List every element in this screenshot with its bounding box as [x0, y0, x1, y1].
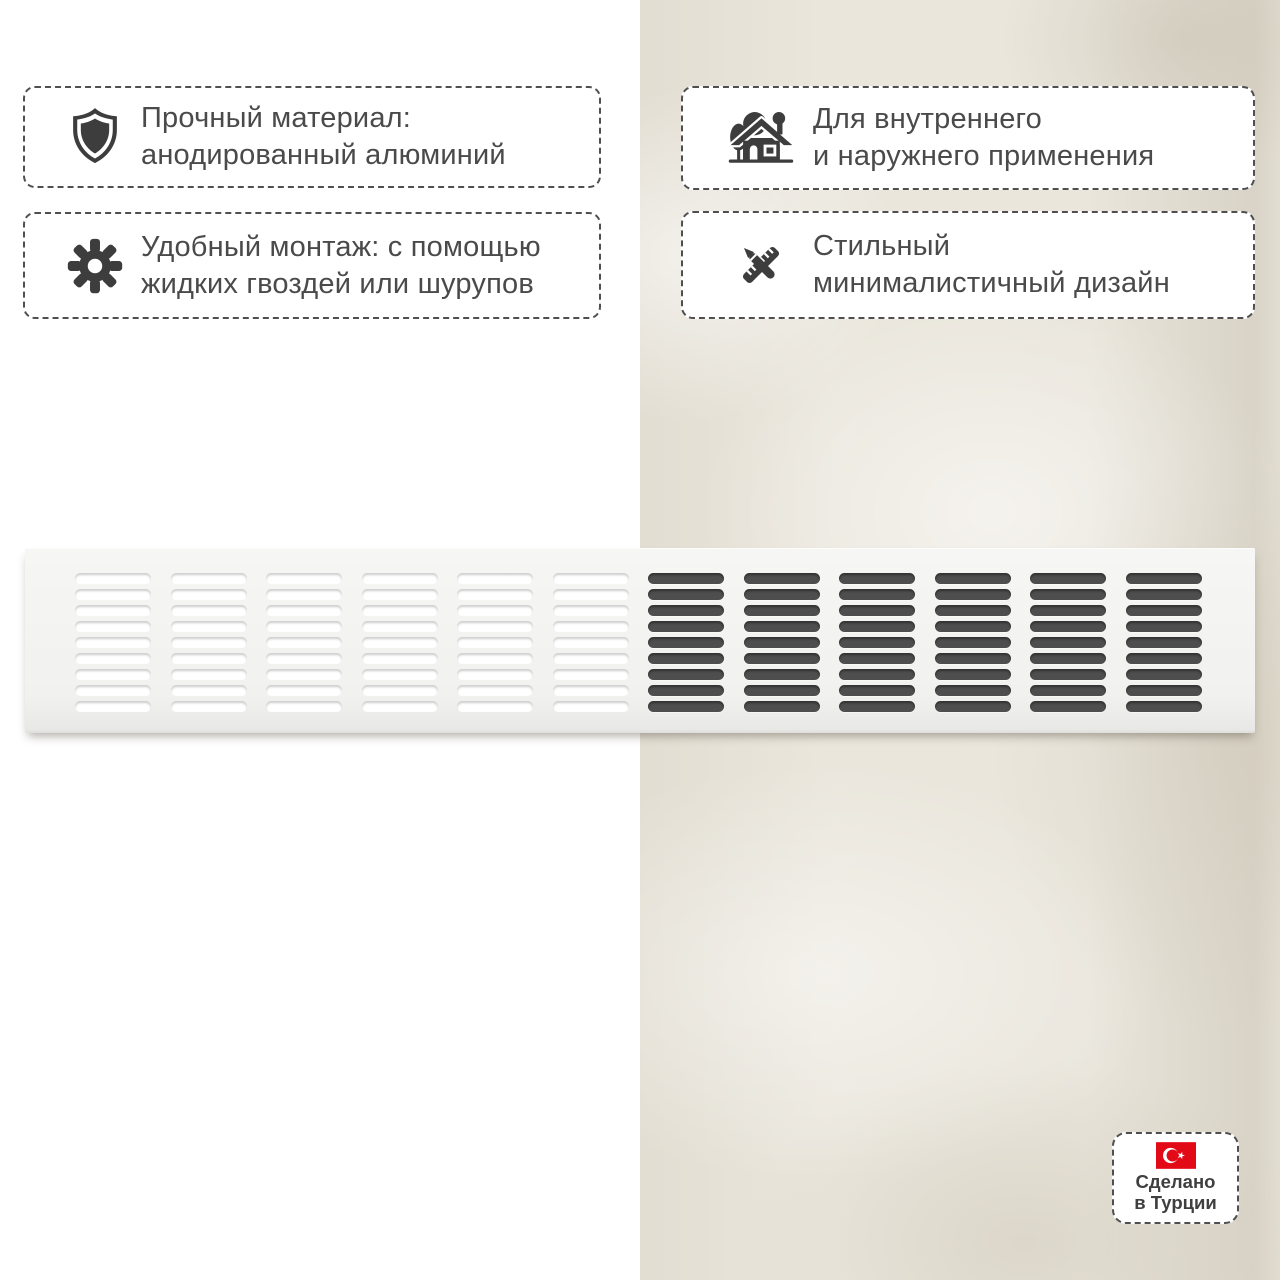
- vent-slot-light: [362, 669, 438, 680]
- vent-slot-light: [457, 605, 533, 616]
- slot-column: [839, 573, 915, 733]
- made-in-line: в Турции: [1134, 1192, 1217, 1213]
- feature-text: [813, 228, 1170, 302]
- vent-slot-light: [75, 637, 151, 648]
- vent-slot-dark: [648, 621, 724, 632]
- vent-slot-dark: [1030, 637, 1106, 648]
- vent-slot-dark: [744, 589, 820, 600]
- ventilation-grille: [25, 548, 1255, 733]
- vent-slot-light: [75, 685, 151, 696]
- vent-slot-dark: [1030, 653, 1106, 664]
- vent-slot-light: [171, 685, 247, 696]
- vent-slot-dark: [1030, 621, 1106, 632]
- vent-slot-light: [75, 589, 151, 600]
- slot-column: [362, 573, 438, 733]
- vent-slot-light: [75, 701, 151, 712]
- feature-box-mounting: [23, 212, 601, 319]
- vent-slot-light: [266, 605, 342, 616]
- vent-slot-dark: [1126, 589, 1202, 600]
- feature-box-design: [681, 211, 1255, 319]
- vent-slot-light: [362, 621, 438, 632]
- turkey-flag-icon: [1156, 1134, 1196, 1169]
- vent-slot-dark: [1126, 685, 1202, 696]
- vent-slot-light: [171, 701, 247, 712]
- vent-slot-dark: [839, 573, 915, 584]
- vent-slot-dark: [935, 653, 1011, 664]
- vent-slot-dark: [1126, 637, 1202, 648]
- vent-slot-light: [362, 653, 438, 664]
- vent-slot-light: [171, 621, 247, 632]
- vent-slot-light: [553, 685, 629, 696]
- vent-slot-dark: [1030, 669, 1106, 680]
- made-in-line: Сделано: [1135, 1171, 1216, 1192]
- vent-slot-dark: [1030, 701, 1106, 712]
- vent-slot-dark: [1126, 621, 1202, 632]
- slot-column: [171, 573, 247, 733]
- vent-slot-light: [75, 573, 151, 584]
- vent-slot-light: [553, 589, 629, 600]
- vent-slot-light: [362, 685, 438, 696]
- made-in-text: [1134, 1171, 1217, 1213]
- vent-slot-dark: [839, 637, 915, 648]
- feature-text: [813, 101, 1154, 175]
- vent-slot-light: [171, 653, 247, 664]
- vent-slot-dark: [935, 669, 1011, 680]
- vent-slot-light: [171, 605, 247, 616]
- vent-slot-light: [457, 573, 533, 584]
- feature-line: и наружнего применения: [813, 140, 1155, 172]
- vent-slot-light: [457, 653, 533, 664]
- feature-text: [141, 229, 541, 303]
- slot-column: [1030, 573, 1106, 733]
- vent-slot-dark: [839, 621, 915, 632]
- vent-slot-dark: [935, 573, 1011, 584]
- vent-slot-dark: [744, 701, 820, 712]
- vent-slot-light: [171, 669, 247, 680]
- slot-column: [744, 573, 820, 733]
- vent-slot-light: [266, 653, 342, 664]
- shield-icon: [63, 106, 127, 168]
- vent-slot-light: [75, 605, 151, 616]
- vent-slot-light: [553, 669, 629, 680]
- pencil-ruler-icon: [727, 237, 795, 293]
- vent-slot-light: [75, 653, 151, 664]
- vent-slot-light: [266, 701, 342, 712]
- feature-line: Для внутреннего: [813, 103, 1043, 135]
- vent-slot-light: [266, 685, 342, 696]
- vent-slot-dark: [648, 669, 724, 680]
- vent-slot-dark: [839, 589, 915, 600]
- slot-column: [457, 573, 533, 733]
- vent-slot-light: [362, 701, 438, 712]
- vent-slot-dark: [648, 701, 724, 712]
- vent-slot-light: [457, 621, 533, 632]
- vent-slot-dark: [744, 621, 820, 632]
- vent-slot-light: [457, 701, 533, 712]
- vent-slot-light: [266, 621, 342, 632]
- slot-column: [266, 573, 342, 733]
- feature-text: [141, 100, 506, 174]
- vent-slot-light: [266, 669, 342, 680]
- vent-slot-dark: [839, 605, 915, 616]
- vent-slot-light: [457, 637, 533, 648]
- vent-slot-dark: [744, 653, 820, 664]
- vent-slot-dark: [744, 573, 820, 584]
- feature-box-material: [23, 86, 601, 188]
- vent-slot-dark: [1126, 573, 1202, 584]
- vent-slot-dark: [1030, 685, 1106, 696]
- vent-slot-dark: [935, 621, 1011, 632]
- vent-slot-dark: [1030, 573, 1106, 584]
- vent-slot-dark: [744, 685, 820, 696]
- made-in-turkey-badge: [1112, 1132, 1239, 1224]
- vent-slot-light: [171, 573, 247, 584]
- vent-slot-light: [171, 589, 247, 600]
- vent-slot-dark: [839, 669, 915, 680]
- slot-column: [75, 573, 151, 733]
- vent-slot-dark: [935, 637, 1011, 648]
- vent-slot-light: [553, 621, 629, 632]
- vent-slot-light: [362, 573, 438, 584]
- vent-slot-light: [75, 669, 151, 680]
- vent-slot-light: [266, 637, 342, 648]
- vent-slot-dark: [648, 605, 724, 616]
- vent-slot-dark: [839, 701, 915, 712]
- vent-slot-light: [457, 669, 533, 680]
- feature-line: Удобный монтаж: с помощью: [141, 230, 541, 263]
- feature-line: минималистичный дизайн: [813, 267, 1170, 299]
- vent-slot-light: [457, 589, 533, 600]
- vent-slot-dark: [648, 653, 724, 664]
- vent-slot-dark: [648, 637, 724, 648]
- vent-slot-dark: [1126, 653, 1202, 664]
- vent-slot-dark: [648, 573, 724, 584]
- vent-slot-dark: [744, 605, 820, 616]
- vent-slot-light: [553, 637, 629, 648]
- vent-slot-dark: [935, 589, 1011, 600]
- vent-slot-dark: [1030, 605, 1106, 616]
- house-tree-sun-icon: [727, 106, 795, 170]
- slot-column: [648, 573, 724, 733]
- slot-column: [553, 573, 629, 733]
- gear-icon: [63, 237, 127, 295]
- feature-line: Стильный: [813, 230, 951, 262]
- vent-slot-dark: [935, 605, 1011, 616]
- vent-slot-dark: [1126, 605, 1202, 616]
- vent-slot-light: [553, 605, 629, 616]
- vent-slot-dark: [935, 685, 1011, 696]
- vent-slot-dark: [935, 701, 1011, 712]
- feature-line: Прочный материал:: [141, 102, 412, 134]
- vent-slot-light: [362, 605, 438, 616]
- vent-slot-dark: [839, 653, 915, 664]
- feature-line: анодированный алюминий: [141, 139, 506, 171]
- vent-slot-light: [457, 685, 533, 696]
- vent-slot-light: [362, 589, 438, 600]
- vent-slot-dark: [1126, 701, 1202, 712]
- vent-slot-light: [362, 637, 438, 648]
- vent-slot-dark: [839, 685, 915, 696]
- slot-column: [1126, 573, 1202, 733]
- feature-box-indoor-outdoor: [681, 86, 1255, 190]
- vent-slot-dark: [744, 637, 820, 648]
- vent-slot-dark: [648, 685, 724, 696]
- vent-slot-light: [553, 701, 629, 712]
- vent-slot-dark: [1030, 589, 1106, 600]
- vent-slot-dark: [648, 589, 724, 600]
- vent-slot-dark: [1126, 669, 1202, 680]
- vent-slot-light: [553, 653, 629, 664]
- slot-column: [935, 573, 1011, 733]
- vent-slot-light: [553, 573, 629, 584]
- vent-slot-light: [266, 589, 342, 600]
- vent-slot-light: [75, 621, 151, 632]
- vent-slot-dark: [744, 669, 820, 680]
- feature-line: жидких гвоздей или шурупов: [141, 267, 534, 300]
- vent-slot-light: [266, 573, 342, 584]
- vent-slot-light: [171, 637, 247, 648]
